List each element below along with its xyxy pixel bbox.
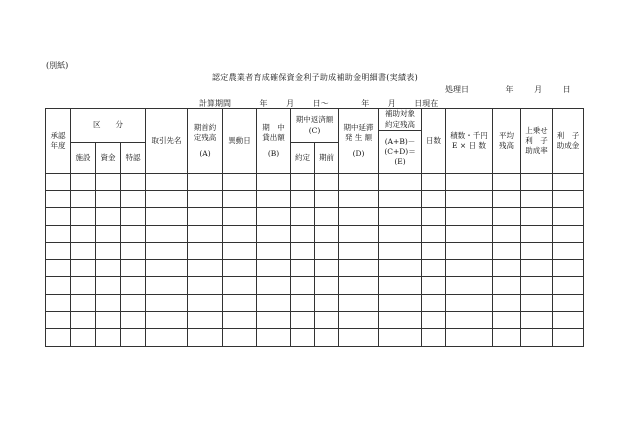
table-cell bbox=[315, 225, 339, 242]
table-cell bbox=[188, 277, 223, 294]
table-cell bbox=[291, 208, 315, 225]
table-cell bbox=[422, 225, 446, 242]
table-cell bbox=[493, 191, 521, 208]
table-cell bbox=[521, 277, 553, 294]
table-cell bbox=[257, 329, 291, 346]
calc-start-day: 日〜 bbox=[312, 99, 329, 108]
table-cell bbox=[96, 225, 121, 242]
table-row bbox=[46, 329, 584, 346]
processing-date-label: 処理日 bbox=[445, 85, 469, 94]
header-product: 積数・千円 E × 日 数 bbox=[446, 109, 493, 174]
table-cell bbox=[339, 242, 379, 259]
table-cell bbox=[493, 312, 521, 329]
table-cell bbox=[291, 242, 315, 259]
table-cell bbox=[379, 208, 422, 225]
table-cell bbox=[121, 208, 146, 225]
table-cell bbox=[446, 174, 493, 191]
table-row bbox=[46, 260, 584, 277]
table-cell bbox=[146, 277, 188, 294]
table-cell bbox=[96, 329, 121, 346]
header-category-special: 特認 bbox=[121, 143, 146, 174]
table-cell bbox=[315, 242, 339, 259]
table-cell bbox=[71, 312, 96, 329]
table-cell bbox=[446, 191, 493, 208]
table-row bbox=[46, 312, 584, 329]
table-cell bbox=[315, 208, 339, 225]
table-cell bbox=[146, 242, 188, 259]
table-cell bbox=[223, 242, 257, 259]
table-cell bbox=[96, 208, 121, 225]
calc-end-year: 年 bbox=[361, 99, 370, 108]
table-cell bbox=[46, 312, 71, 329]
table-cell bbox=[446, 312, 493, 329]
table-cell bbox=[46, 294, 71, 311]
table-cell bbox=[521, 294, 553, 311]
table-row bbox=[46, 174, 584, 191]
header-subsidy: 利 子 助成金 bbox=[553, 109, 584, 174]
table-cell bbox=[71, 294, 96, 311]
header-lender: 取引先名 bbox=[146, 109, 188, 174]
table-cell bbox=[96, 191, 121, 208]
table-cell bbox=[121, 260, 146, 277]
document-title: 認定農業者育成確保資金利子助成補助金明細書(実績表) bbox=[211, 73, 419, 82]
table-cell bbox=[146, 225, 188, 242]
table-cell bbox=[493, 242, 521, 259]
table-cell bbox=[493, 277, 521, 294]
table-cell bbox=[379, 277, 422, 294]
table-cell bbox=[446, 329, 493, 346]
calc-end-month: 月 bbox=[387, 99, 396, 108]
table-cell bbox=[257, 277, 291, 294]
table-cell bbox=[257, 312, 291, 329]
table-cell bbox=[553, 242, 584, 259]
table-cell bbox=[553, 294, 584, 311]
table-cell bbox=[71, 242, 96, 259]
table-cell bbox=[339, 260, 379, 277]
table-cell bbox=[553, 208, 584, 225]
table-cell bbox=[96, 260, 121, 277]
table-cell bbox=[291, 174, 315, 191]
table-cell bbox=[46, 225, 71, 242]
table-cell bbox=[71, 208, 96, 225]
table-cell bbox=[379, 242, 422, 259]
table-row bbox=[46, 208, 584, 225]
table-cell bbox=[96, 277, 121, 294]
table-cell bbox=[71, 174, 96, 191]
header-category-facility: 施設 bbox=[71, 143, 96, 174]
calc-start-month: 月 bbox=[286, 99, 295, 108]
processing-date-day: 日 bbox=[562, 85, 571, 94]
table-cell bbox=[291, 225, 315, 242]
table-cell bbox=[188, 242, 223, 259]
table-cell bbox=[422, 312, 446, 329]
table-cell bbox=[315, 277, 339, 294]
table-cell bbox=[339, 277, 379, 294]
table-cell bbox=[553, 329, 584, 346]
table-cell bbox=[46, 260, 71, 277]
table-cell bbox=[46, 208, 71, 225]
table-cell bbox=[257, 191, 291, 208]
table-cell bbox=[121, 312, 146, 329]
table-cell bbox=[379, 260, 422, 277]
table-cell bbox=[339, 174, 379, 191]
table-cell bbox=[379, 294, 422, 311]
table-cell bbox=[291, 329, 315, 346]
header-loans: 期 中 貸出額 (B) bbox=[257, 109, 291, 174]
processing-date bbox=[445, 84, 571, 95]
table-cell bbox=[553, 191, 584, 208]
table-cell bbox=[223, 208, 257, 225]
table-cell bbox=[339, 208, 379, 225]
table-cell bbox=[379, 174, 422, 191]
table-cell bbox=[46, 174, 71, 191]
table-cell bbox=[422, 329, 446, 346]
table-row bbox=[46, 191, 584, 208]
table-cell bbox=[146, 260, 188, 277]
table-cell bbox=[121, 242, 146, 259]
table-cell bbox=[315, 294, 339, 311]
table-cell bbox=[121, 225, 146, 242]
table-row bbox=[46, 294, 584, 311]
table-cell bbox=[71, 329, 96, 346]
table-cell bbox=[553, 225, 584, 242]
table-cell bbox=[379, 191, 422, 208]
table-cell bbox=[146, 191, 188, 208]
table-cell bbox=[188, 191, 223, 208]
table-row bbox=[46, 277, 584, 294]
table-cell bbox=[315, 191, 339, 208]
table-cell bbox=[121, 174, 146, 191]
table-cell bbox=[521, 312, 553, 329]
table-cell bbox=[46, 191, 71, 208]
table-cell bbox=[146, 174, 188, 191]
table-cell bbox=[339, 294, 379, 311]
table-cell bbox=[446, 208, 493, 225]
table-cell bbox=[446, 242, 493, 259]
table-cell bbox=[257, 208, 291, 225]
table-cell bbox=[521, 191, 553, 208]
table-cell bbox=[315, 174, 339, 191]
table-cell bbox=[493, 208, 521, 225]
attachment-label: (別紙) bbox=[46, 61, 69, 70]
table-cell bbox=[446, 260, 493, 277]
calc-start-year: 年 bbox=[259, 99, 268, 108]
table-cell bbox=[521, 329, 553, 346]
table-cell bbox=[493, 174, 521, 191]
table-cell bbox=[315, 312, 339, 329]
table-cell bbox=[188, 174, 223, 191]
table-cell bbox=[188, 208, 223, 225]
header-eligible-formula: (A+B)－ (C+D)＝ (E) bbox=[379, 131, 422, 174]
table-cell bbox=[521, 242, 553, 259]
table-cell bbox=[315, 260, 339, 277]
table-cell bbox=[257, 174, 291, 191]
header-repay-early: 期前 bbox=[315, 143, 339, 174]
table-cell bbox=[521, 174, 553, 191]
table-cell bbox=[291, 191, 315, 208]
table-cell bbox=[422, 208, 446, 225]
table-cell bbox=[553, 174, 584, 191]
table-cell bbox=[422, 294, 446, 311]
table-cell bbox=[71, 191, 96, 208]
table-cell bbox=[493, 294, 521, 311]
table-cell bbox=[257, 260, 291, 277]
table-cell bbox=[121, 191, 146, 208]
table-cell bbox=[71, 225, 96, 242]
processing-date-month: 月 bbox=[534, 85, 543, 94]
table-cell bbox=[422, 277, 446, 294]
table-cell bbox=[257, 242, 291, 259]
table-cell bbox=[188, 312, 223, 329]
table-cell bbox=[446, 277, 493, 294]
subsidy-detail-table bbox=[45, 108, 584, 347]
header-row-1 bbox=[46, 109, 584, 131]
table-cell bbox=[96, 294, 121, 311]
table-cell bbox=[257, 294, 291, 311]
table-cell bbox=[146, 294, 188, 311]
table-cell bbox=[46, 329, 71, 346]
table-cell bbox=[339, 312, 379, 329]
table-cell bbox=[46, 242, 71, 259]
table-cell bbox=[493, 225, 521, 242]
table-cell bbox=[223, 329, 257, 346]
table-cell bbox=[315, 329, 339, 346]
table-cell bbox=[223, 312, 257, 329]
table-row bbox=[46, 242, 584, 259]
table-cell bbox=[188, 260, 223, 277]
table-cell bbox=[379, 225, 422, 242]
table-cell bbox=[493, 329, 521, 346]
table-cell bbox=[223, 174, 257, 191]
header-approval-year: 承認 年度 bbox=[46, 109, 71, 174]
calc-end-day: 日現在 bbox=[414, 99, 439, 108]
table-cell bbox=[121, 294, 146, 311]
table-cell bbox=[291, 260, 315, 277]
table-cell bbox=[446, 294, 493, 311]
table-cell bbox=[553, 260, 584, 277]
table-cell bbox=[223, 191, 257, 208]
table-cell bbox=[422, 242, 446, 259]
header-category-funds: 資金 bbox=[96, 143, 121, 174]
table-cell bbox=[379, 329, 422, 346]
table-cell bbox=[291, 294, 315, 311]
table-cell bbox=[146, 208, 188, 225]
table-cell bbox=[422, 191, 446, 208]
table-cell bbox=[146, 329, 188, 346]
table-cell bbox=[291, 312, 315, 329]
header-repayments: 期中返済額 (C) bbox=[291, 109, 339, 143]
table-cell bbox=[46, 277, 71, 294]
table-cell bbox=[121, 329, 146, 346]
table-cell bbox=[96, 242, 121, 259]
table-cell bbox=[339, 329, 379, 346]
table-cell bbox=[71, 260, 96, 277]
table-cell bbox=[553, 277, 584, 294]
table-cell bbox=[422, 260, 446, 277]
header-change-date: 異動日 bbox=[223, 109, 257, 174]
header-eligible-balance: 補助対象 約定残高 bbox=[379, 109, 422, 131]
calc-period-label: 計算期間 bbox=[199, 99, 231, 108]
header-avg-balance: 平均 残高 bbox=[493, 109, 521, 174]
header-arrears: 期中延滞 発 生 額 (D) bbox=[339, 109, 379, 174]
table-cell bbox=[379, 312, 422, 329]
table-cell bbox=[521, 208, 553, 225]
table-cell bbox=[71, 277, 96, 294]
header-days: 日数 bbox=[422, 109, 446, 174]
header-category: 区 分 bbox=[71, 109, 146, 143]
table-cell bbox=[188, 294, 223, 311]
table-cell bbox=[146, 312, 188, 329]
header-top-up-rate: 上乗せ 利 子 助成率 bbox=[521, 109, 553, 174]
table-cell bbox=[96, 174, 121, 191]
table-cell bbox=[339, 225, 379, 242]
table-cell bbox=[291, 277, 315, 294]
table-cell bbox=[521, 225, 553, 242]
table-cell bbox=[188, 225, 223, 242]
header-repay-contract: 約定 bbox=[291, 143, 315, 174]
processing-date-year: 年 bbox=[505, 85, 514, 94]
table-cell bbox=[223, 277, 257, 294]
table-cell bbox=[96, 312, 121, 329]
header-initial-balance: 期首約 定残高 (A) bbox=[188, 109, 223, 174]
table-row bbox=[46, 225, 584, 242]
table-cell bbox=[188, 329, 223, 346]
table-cell bbox=[223, 260, 257, 277]
table-cell bbox=[521, 260, 553, 277]
table-cell bbox=[339, 191, 379, 208]
table-cell bbox=[121, 277, 146, 294]
table-cell bbox=[553, 312, 584, 329]
table-cell bbox=[223, 225, 257, 242]
table-cell bbox=[422, 174, 446, 191]
table-cell bbox=[223, 294, 257, 311]
table-cell bbox=[493, 260, 521, 277]
table-cell bbox=[257, 225, 291, 242]
table-cell bbox=[446, 225, 493, 242]
